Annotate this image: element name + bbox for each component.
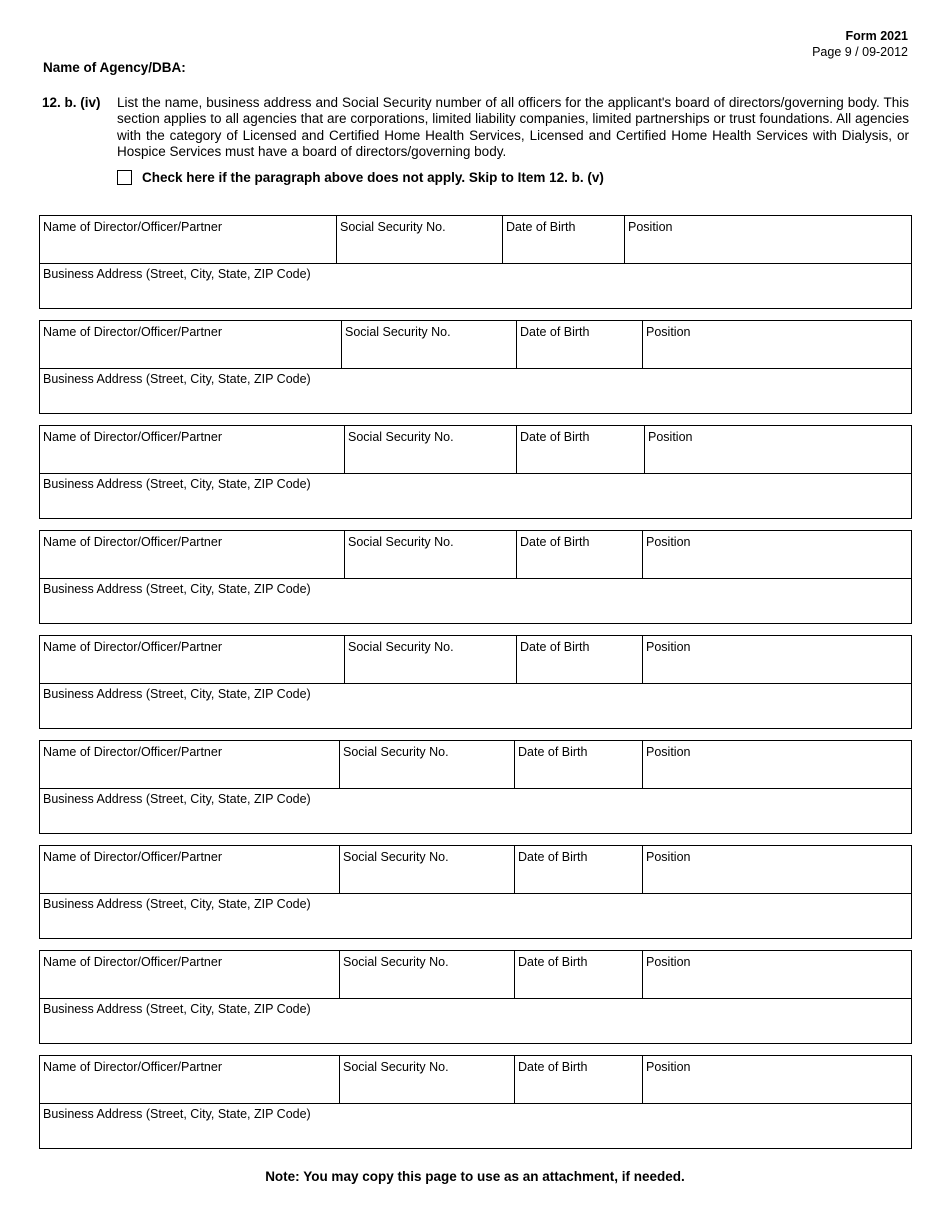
business-address-field[interactable]: [40, 893, 911, 938]
director-entry: [39, 845, 912, 939]
ssn-label: Social Security No.: [343, 1060, 449, 1074]
business-address-label: Business Address (Street, City, State, ZIP Code): [43, 792, 311, 806]
ssn-label: Social Security No.: [345, 325, 451, 339]
director-name-label: Name of Director/Officer/Partner: [43, 745, 222, 759]
director-name-label: Name of Director/Officer/Partner: [43, 535, 222, 549]
director-entry: [39, 320, 912, 414]
director-entry: [39, 635, 912, 729]
director-entry: [39, 1055, 912, 1149]
dob-label: Date of Birth: [520, 325, 590, 339]
director-name-field[interactable]: [40, 951, 340, 998]
director-name-label: Name of Director/Officer/Partner: [43, 430, 222, 444]
director-entry: [39, 950, 912, 1044]
director-entry: [39, 740, 912, 834]
dob-label: Date of Birth: [520, 430, 590, 444]
director-name-field[interactable]: [40, 321, 342, 368]
item-instructions: List the name, business address and Social Security number of all officers for the applicant's board of directors/governing body. This section applies to all agencies that are corporations, limited liability companies, limited partnerships or trust foundations. All agencies with the category of Licensed and Certified Home Health Services, Licensed and Certified Home Health Services with Dialysis, or Hospice Services must have a board of directors/governing body.: [117, 95, 909, 159]
director-name-field[interactable]: [40, 216, 337, 263]
business-address-field[interactable]: [40, 368, 911, 413]
ssn-field[interactable]: [345, 426, 517, 473]
dob-field[interactable]: [517, 321, 643, 368]
business-address-label: Business Address (Street, City, State, ZIP Code): [43, 897, 311, 911]
position-field[interactable]: [643, 1056, 911, 1103]
form-identifier: [812, 28, 908, 60]
position-label: Position: [646, 535, 691, 549]
ssn-field[interactable]: [345, 636, 517, 683]
position-field[interactable]: [643, 951, 911, 998]
director-name-field[interactable]: [40, 426, 345, 473]
dob-label: Date of Birth: [518, 745, 588, 759]
position-label: Position: [646, 1060, 691, 1074]
position-field[interactable]: [643, 531, 911, 578]
ssn-label: Social Security No.: [340, 220, 446, 234]
business-address-label: Business Address (Street, City, State, ZIP Code): [43, 1002, 311, 1016]
director-name-label: Name of Director/Officer/Partner: [43, 1060, 222, 1074]
director-entry: [39, 530, 912, 624]
position-field[interactable]: [645, 426, 911, 473]
business-address-label: Business Address (Street, City, State, ZIP Code): [43, 372, 311, 386]
dob-label: Date of Birth: [520, 535, 590, 549]
position-label: Position: [646, 745, 691, 759]
ssn-label: Social Security No.: [348, 535, 454, 549]
dob-field[interactable]: [517, 636, 643, 683]
not-applicable-checkbox[interactable]: [117, 170, 132, 185]
business-address-label: Business Address (Street, City, State, ZIP Code): [43, 582, 311, 596]
director-name-field[interactable]: [40, 531, 345, 578]
business-address-label: Business Address (Street, City, State, ZIP Code): [43, 477, 311, 491]
ssn-label: Social Security No.: [343, 745, 449, 759]
position-field[interactable]: [625, 216, 911, 263]
position-field[interactable]: [643, 741, 911, 788]
dob-field[interactable]: [517, 426, 645, 473]
dob-field[interactable]: [515, 1056, 643, 1103]
director-entry: [39, 215, 912, 309]
business-address-field[interactable]: [40, 683, 911, 728]
not-applicable-label: Check here if the paragraph above does not apply. Skip to Item 12. b. (v): [142, 170, 604, 185]
business-address-field[interactable]: [40, 998, 911, 1043]
dob-label: Date of Birth: [518, 850, 588, 864]
ssn-field[interactable]: [342, 321, 517, 368]
business-address-field[interactable]: [40, 1103, 911, 1148]
business-address-field[interactable]: [40, 263, 911, 308]
director-name-label: Name of Director/Officer/Partner: [43, 955, 222, 969]
director-name-field[interactable]: [40, 1056, 340, 1103]
dob-label: Date of Birth: [506, 220, 576, 234]
form-number: Form 2021: [845, 29, 908, 43]
dob-label: Date of Birth: [518, 955, 588, 969]
agency-name-label: Name of Agency/DBA:: [43, 60, 186, 75]
ssn-field[interactable]: [345, 531, 517, 578]
dob-label: Date of Birth: [518, 1060, 588, 1074]
dob-field[interactable]: [515, 846, 643, 893]
position-field[interactable]: [643, 636, 911, 683]
ssn-label: Social Security No.: [343, 850, 449, 864]
ssn-field[interactable]: [337, 216, 503, 263]
director-entry: [39, 425, 912, 519]
director-name-field[interactable]: [40, 636, 345, 683]
ssn-field[interactable]: [340, 1056, 515, 1103]
position-label: Position: [628, 220, 673, 234]
director-name-label: Name of Director/Officer/Partner: [43, 325, 222, 339]
not-applicable-row: [117, 170, 604, 185]
position-label: Position: [648, 430, 693, 444]
director-name-label: Name of Director/Officer/Partner: [43, 850, 222, 864]
director-name-field[interactable]: [40, 741, 340, 788]
business-address-field[interactable]: [40, 788, 911, 833]
position-field[interactable]: [643, 321, 911, 368]
ssn-label: Social Security No.: [348, 640, 454, 654]
position-label: Position: [646, 325, 691, 339]
footer-note: Note: You may copy this page to use as an attachment, if needed.: [265, 1169, 685, 1184]
business-address-field[interactable]: [40, 473, 911, 518]
dob-field[interactable]: [515, 741, 643, 788]
business-address-label: Business Address (Street, City, State, ZIP Code): [43, 267, 311, 281]
ssn-field[interactable]: [340, 951, 515, 998]
ssn-field[interactable]: [340, 741, 515, 788]
page-info: Page 9 / 09-2012: [812, 45, 908, 59]
director-name-label: Name of Director/Officer/Partner: [43, 640, 222, 654]
position-field[interactable]: [643, 846, 911, 893]
director-name-field[interactable]: [40, 846, 340, 893]
dob-field[interactable]: [515, 951, 643, 998]
position-label: Position: [646, 640, 691, 654]
ssn-label: Social Security No.: [343, 955, 449, 969]
business-address-label: Business Address (Street, City, State, ZIP Code): [43, 687, 311, 701]
dob-field[interactable]: [503, 216, 625, 263]
director-name-label: Name of Director/Officer/Partner: [43, 220, 222, 234]
item-number: 12. b. (iv): [42, 95, 101, 110]
business-address-field[interactable]: [40, 578, 911, 623]
dob-label: Date of Birth: [520, 640, 590, 654]
ssn-field[interactable]: [340, 846, 515, 893]
dob-field[interactable]: [517, 531, 643, 578]
ssn-label: Social Security No.: [348, 430, 454, 444]
position-label: Position: [646, 955, 691, 969]
business-address-label: Business Address (Street, City, State, ZIP Code): [43, 1107, 311, 1121]
position-label: Position: [646, 850, 691, 864]
